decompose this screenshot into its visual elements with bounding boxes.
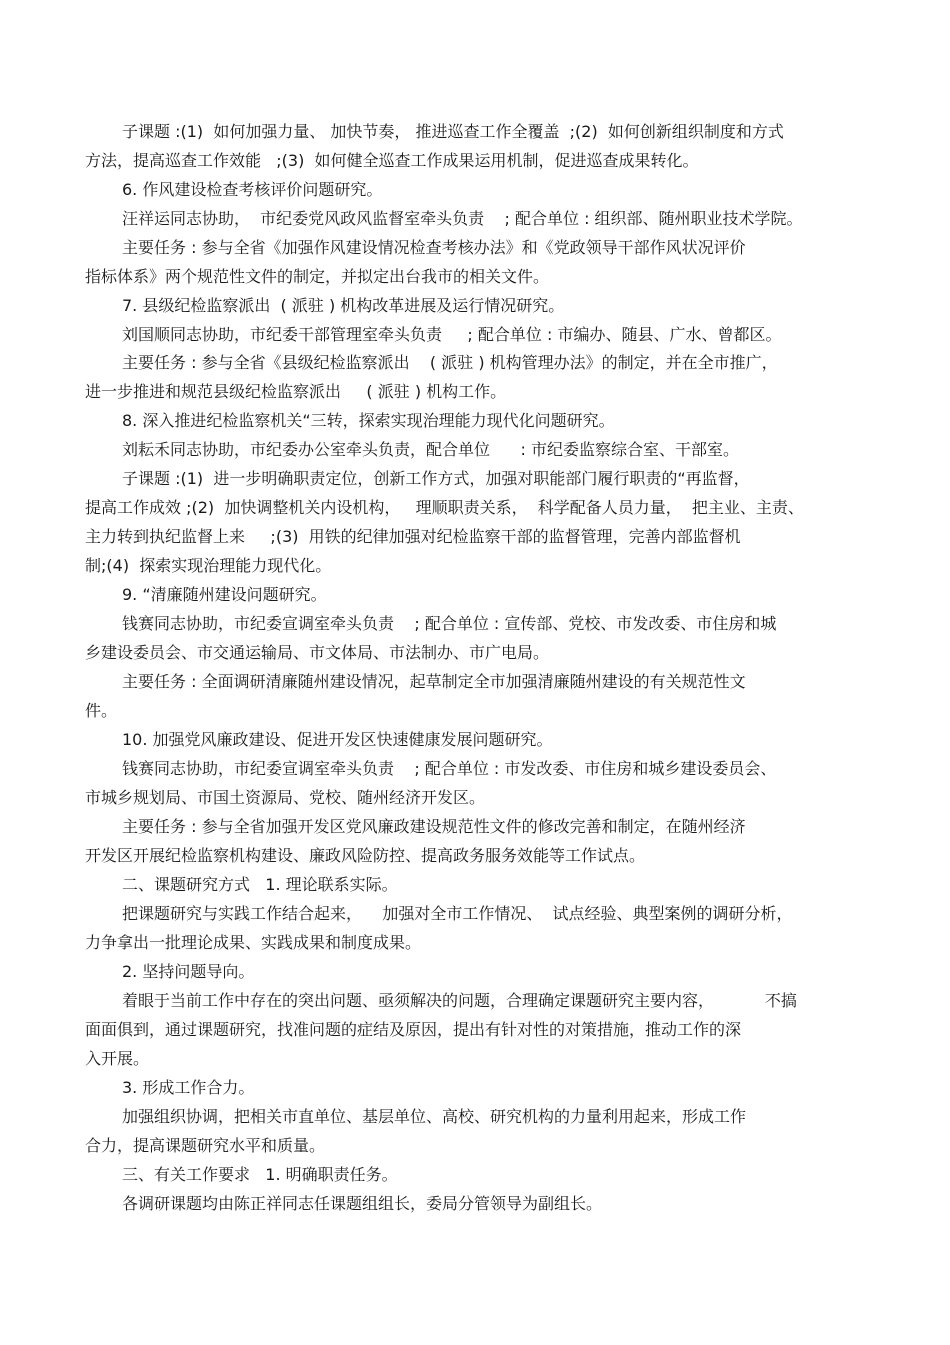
text-line: 主要任务 : 参与全省《加强作风建设情况检查考核办法》和《党政领导干部作风状况评价: [122, 238, 746, 257]
section-heading: 3. 形成工作合力。: [122, 1078, 255, 1097]
section-heading: 7. 县级纪检监察派出 ( 派驻 ) 机构改革进展及运行情况研究。: [122, 296, 565, 315]
section-heading: 三、有关工作要求 1. 明确职责任务。: [122, 1165, 398, 1184]
text-line: 钱赛同志协助，市纪委宣调室牵头负责 ; 配合单位 : 宣传部、党校、市发改委、市住房和城: [122, 614, 777, 633]
text-line: 方法，提高巡查工作效能 ;(3) 如何健全巡查工作成果运用机制，促进巡查成果转化。: [85, 151, 699, 170]
text-line: 着眼于当前工作中存在的突出问题、亟须解决的问题，合理确定课题研究主要内容， 不搞: [122, 991, 797, 1010]
text-line: 合力，提高课题研究水平和质量。: [85, 1136, 326, 1155]
text-line: 刘国顺同志协助，市纪委干部管理室牵头负责 ; 配合单位 : 市编办、随县、广水、曾都区。: [122, 325, 782, 344]
text-line: 把课题研究与实践工作结合起来， 加强对全市工作情况、 试点经验、典型案例的调研分析，: [122, 904, 793, 923]
text-line: 入开展。: [85, 1049, 150, 1068]
section-heading: 9. “清廉随州建设问题研究。: [122, 585, 327, 604]
text-line: 力争拿出一批理论成果、实践成果和制度成果。: [85, 933, 422, 952]
section-heading: 6. 作风建设检查考核评价问题研究。: [122, 180, 383, 199]
text-line: 主力转到执纪监督上来 ;(3) 用铁的纪律加强对纪检监察干部的监督管理，完善内部监督机: [85, 527, 741, 546]
text-line: 进一步推进和规范县级纪检监察派出 ( 派驻 ) 机构工作。: [85, 382, 507, 401]
text-line: 提高工作成效 ;(2) 加快调整机关内设机构， 理顺职责关系， 科学配备人员力量， 把主业、主责、: [85, 498, 804, 517]
text-line: 子课题 :(1) 进一步明确职责定位，创新工作方式，加强对职能部门履行职责的“再监督，: [122, 469, 750, 488]
text-line: 市城乡规划局、市国土资源局、党校、随州经济开发区。: [85, 788, 486, 807]
text-line: 制;(4) 探索实现治理能力现代化。: [85, 556, 332, 575]
text-line: 子课题 :(1) 如何加强力量、 加快节奏， 推进巡查工作全覆盖 ;(2) 如何创新组织制度和方式: [122, 122, 784, 141]
text-line: 刘耘禾同志协助，市纪委办公室牵头负责，配合单位 : 市纪委监察综合室、干部室。: [122, 440, 739, 459]
text-line: 主要任务 : 参与全省《县级纪检监察派出 ( 派驻 ) 机构管理办法》的制定，并在全市推广，: [122, 353, 778, 372]
text-line: 主要任务 : 参与全省加强开发区党风廉政建设规范性文件的修改完善和制定，在随州经济: [122, 817, 746, 836]
text-line: 指标体系》两个规范性文件的制定，并拟定出台我市的相关文件。: [85, 267, 550, 286]
section-heading: 二、课题研究方式 1. 理论联系实际。: [122, 875, 398, 894]
text-line: 开发区开展纪检监察机构建设、廉政风险防控、提高政务服务效能等工作试点。: [85, 846, 646, 865]
section-heading: 2. 坚持问题导向。: [122, 962, 255, 981]
text-line: 主要任务 : 全面调研清廉随州建设情况，起草制定全市加强清廉随州建设的有关规范性文: [122, 672, 746, 691]
section-heading: 8. 深入推进纪检监察机关“三转，探索实现治理能力现代化问题研究。: [122, 411, 615, 430]
section-heading: 10. 加强党风廉政建设、促进开发区快速健康发展问题研究。: [122, 730, 553, 749]
text-line: 汪祥运同志协助， 市纪委党风政风监督室牵头负责 ; 配合单位 : 组织部、随州职业技术学院。: [122, 209, 803, 228]
text-line: 件。: [85, 701, 118, 720]
text-line: 各调研课题均由陈正祥同志任课题组组长，委局分管领导为副组长。: [122, 1194, 603, 1213]
text-line: 乡建设委员会、市交通运输局、市文体局、市法制办、市广电局。: [85, 643, 550, 662]
text-line: 面面俱到，通过课题研究，找准问题的症结及原因，提出有针对性的对策措施，推动工作的深: [85, 1020, 742, 1039]
text-line: 钱赛同志协助，市纪委宣调室牵头负责 ; 配合单位 : 市发改委、市住房和城乡建设委员会、: [122, 759, 777, 778]
text-line: 加强组织协调，把相关市直单位、基层单位、高校、研究机构的力量利用起来，形成工作: [122, 1107, 747, 1126]
